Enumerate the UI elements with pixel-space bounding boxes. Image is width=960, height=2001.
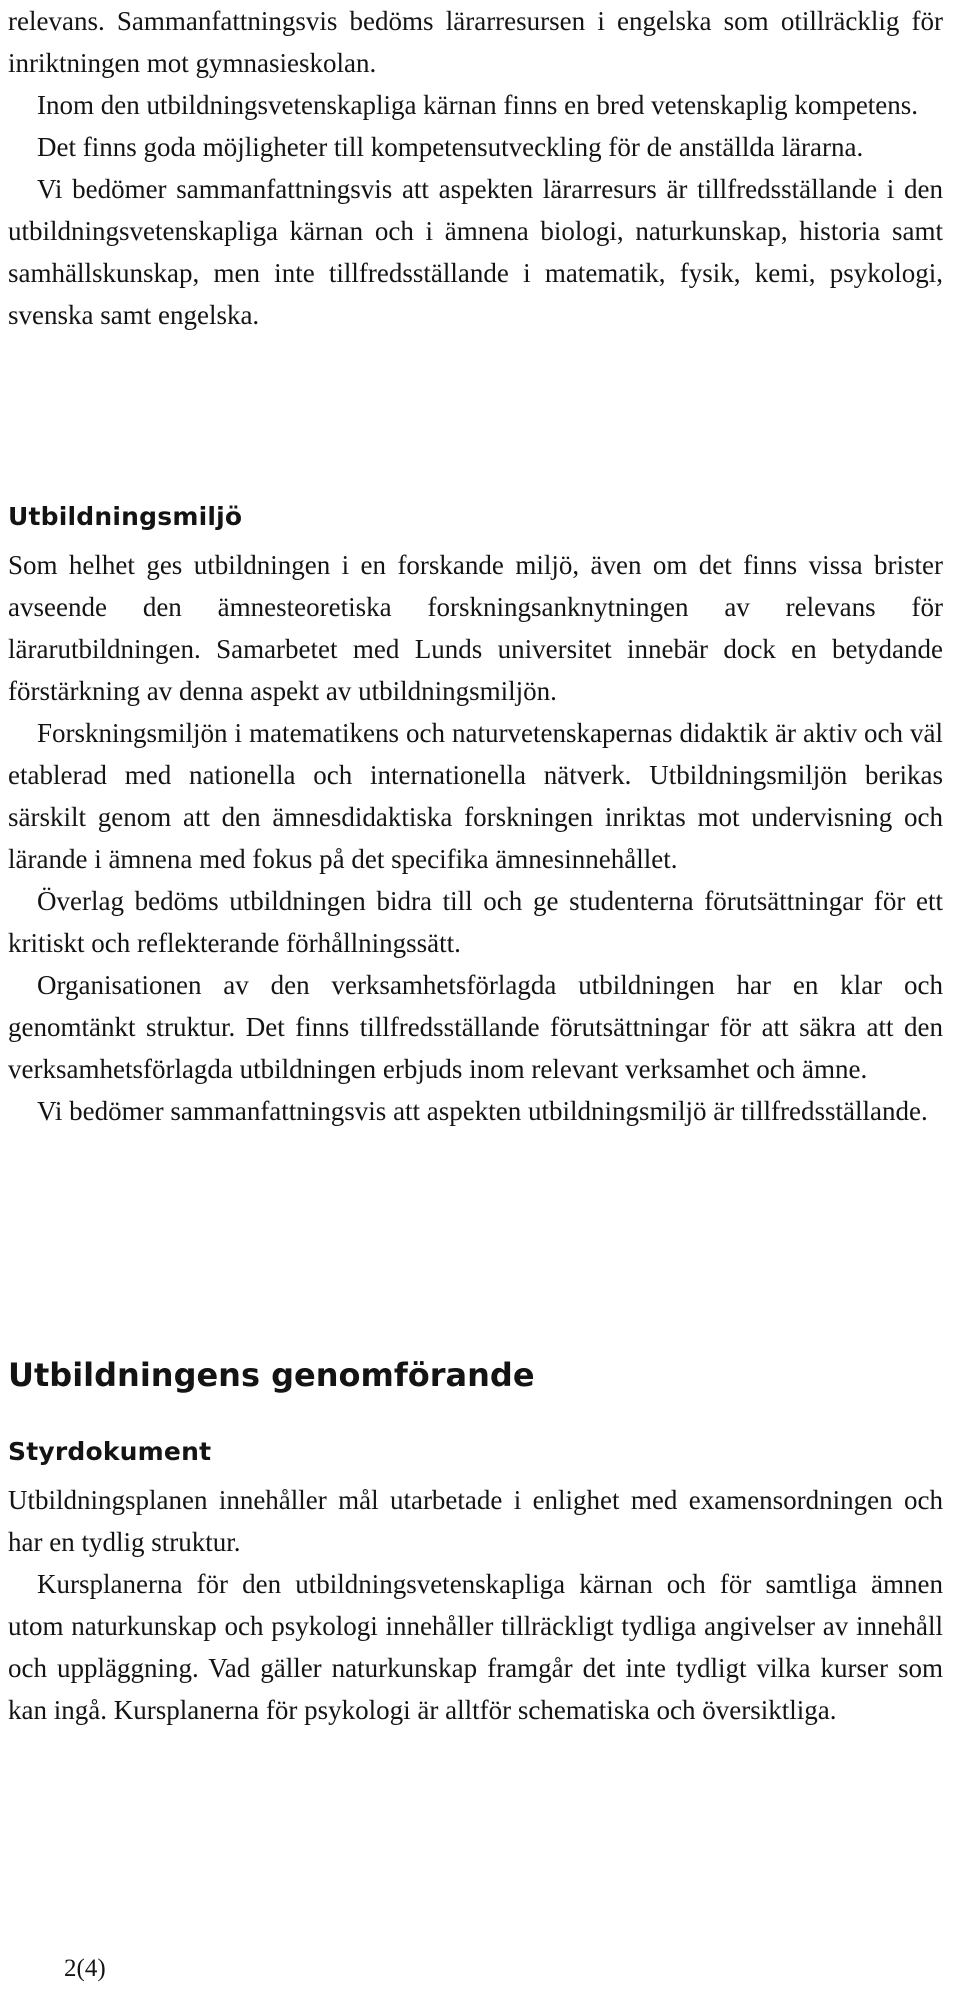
implementation-section <box>8 1355 943 1731</box>
body-paragraph: Vi bedömer sammanfattningsvis att aspekten lärarresurs är tillfredsställande i den utbildningsvetenskapliga kärnan och i ämnena biologi, naturkunskap, historia samt samhällskunskap, men inte tillfredsställande i matematik, fysik, kemi, psykologi, svenska samt engelska. <box>8 174 943 330</box>
body-paragraph: Det finns goda möjligheter till kompetensutveckling för de anställda lärarna. <box>37 132 864 162</box>
body-paragraph: Överlag bedöms utbildningen bidra till och ge studenterna förutsättningar för ett kritiskt och reflekterande förhållningssätt. <box>8 886 943 958</box>
body-paragraph: Som helhet ges utbildningen i en forskande miljö, även om det finns vissa brister avseende den ämnesteoretiska forskningsanknytningen av relevans för lärarutbildningen. Samarbetet med Lunds universitet innebär dock en betydande förstärkning av denna aspekt av utbildningsmiljön. <box>8 550 943 706</box>
body-paragraph: Utbildningsplanen innehåller mål utarbetade i enlighet med examensordningen och har en tydlig struktur. <box>8 1485 943 1557</box>
body-paragraph: Inom den utbildningsvetenskapliga kärnan finns en bred vetenskaplig kompetens. <box>37 90 919 120</box>
intro-section <box>8 0 943 336</box>
body-paragraph: Vi bedömer sammanfattningsvis att aspekten utbildningsmiljö är tillfredsställande. <box>37 1096 928 1126</box>
section-heading: Styrdokument <box>8 1437 212 1466</box>
page-number: 2(4) <box>64 1955 106 1982</box>
body-paragraph: relevans. Sammanfattningsvis bedöms lärarresursen i engelska som otillräcklig för inriktningen mot gymnasieskolan. <box>8 6 943 78</box>
chapter-heading: Utbildningens genomförande <box>8 1356 535 1394</box>
environment-section <box>8 500 943 1132</box>
body-paragraph: Forskningsmiljön i matematikens och naturvetenskapernas didaktik är aktiv och väl etablerad med nationella och internationella nätverk. Utbildningsmiljön berikas särskilt genom att den ämnesdidaktiska forskningen inriktas mot undervisning och lärande i ämnena med fokus på det specifika ämnesinnehållet. <box>8 718 943 874</box>
section-heading: Utbildningsmiljö <box>8 502 243 531</box>
body-paragraph: Kursplanerna för den utbildningsvetenskapliga kärnan och för samtliga ämnen utom naturkunskap och psykologi innehåller tillräckligt tydliga angivelser av innehåll och uppläggning. Vad gäller naturkunskap framgår det inte tydligt vilka kurser som kan ingå. Kursplanerna för psykologi är alltför schematiska och översiktliga. <box>8 1569 943 1725</box>
body-paragraph: Organisationen av den verksamhetsförlagda utbildningen har en klar och genomtänkt struktur. Det finns tillfredsställande förutsättningar för att säkra att den verksamhetsförlagda utbildningen erbjuds inom relevant verksamhet och ämne. <box>8 970 943 1084</box>
